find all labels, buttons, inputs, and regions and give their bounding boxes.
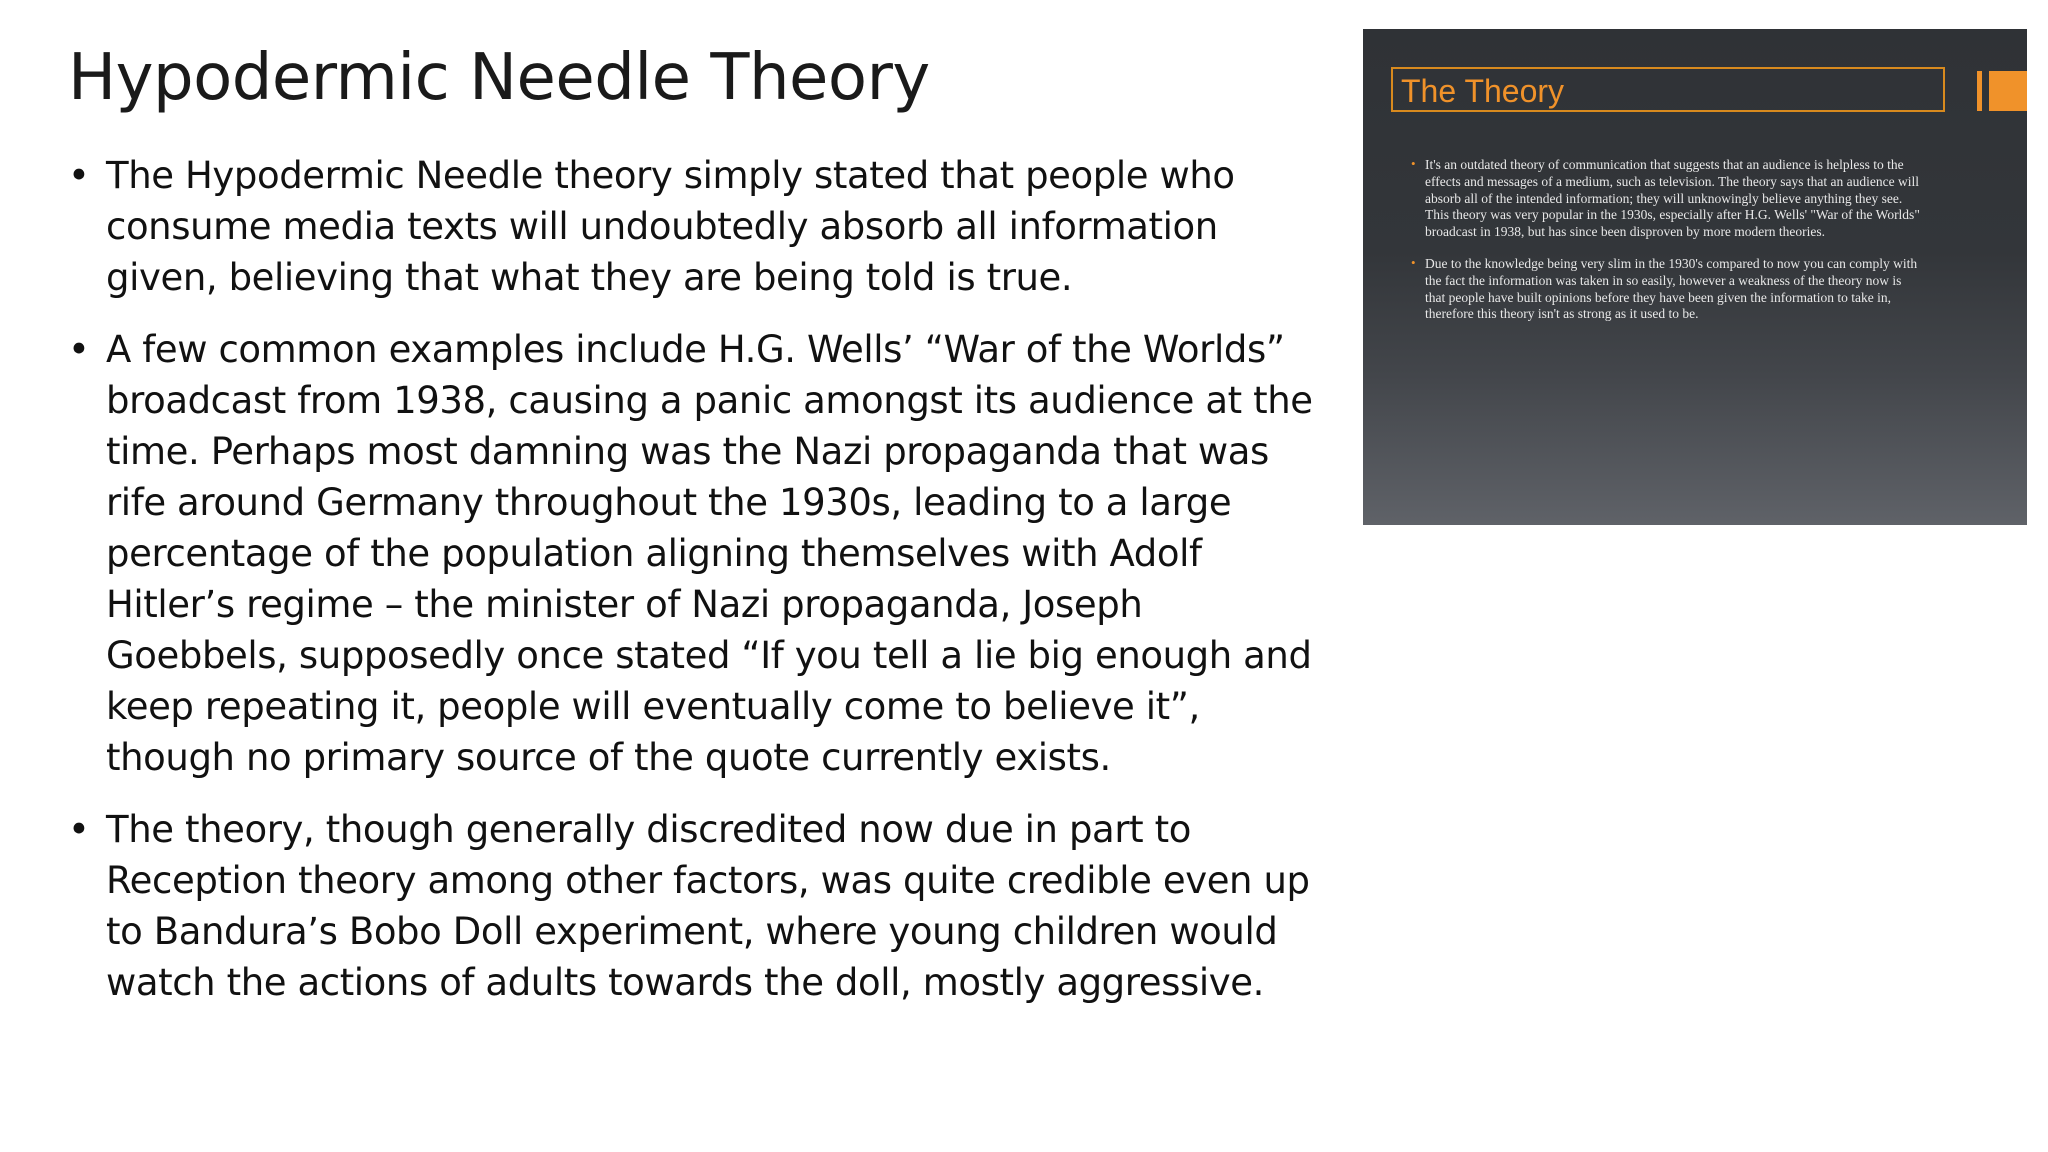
embedded-slide-title-box	[1391, 67, 1945, 112]
embedded-bullet-marker: •	[1411, 156, 1416, 171]
bullet-list	[68, 150, 1328, 1029]
embedded-slide-bullet	[1411, 157, 1921, 241]
accent-bar-line	[1977, 71, 1982, 111]
embedded-slide-image	[1363, 29, 2027, 525]
slide-title: Hypodermic Needle Theory	[68, 41, 930, 115]
embedded-slide-bullet	[1411, 256, 1921, 323]
bullet-item	[68, 324, 1328, 783]
bullet-item	[68, 804, 1328, 1008]
bullet-marker: •	[68, 808, 90, 851]
bullet-marker: •	[68, 154, 90, 197]
bullet-text: The theory, though generally discredited now due in part to Reception theory among other factors, was quite credible even up to Bandura’s Bobo Doll experiment, where young children would watch the actions of adults towards the doll, mostly aggressive.	[106, 808, 1310, 1004]
embedded-slide-title: The Theory	[1401, 73, 1565, 109]
embedded-bullet-text: Due to the knowledge being very slim in the 1930's compared to now you can comply with the fact the information was taken in so easily, however a weakness of the theory now is that people have built opinions before they have been given the information to take in, therefore this theory isn't as strong as it used to be.	[1425, 255, 1918, 322]
bullet-text: The Hypodermic Needle theory simply stated that people who consume media texts will undoubtedly absorb all information given, believing that what they are being told is true.	[106, 154, 1235, 299]
bullet-marker: •	[68, 328, 90, 371]
embedded-slide-accent	[1977, 71, 2027, 111]
bullet-text: A few common examples include H.G. Wells’ “War of the Worlds” broadcast from 1938, causing a panic amongst its audience at the time. Perhaps most damning was the Nazi propaganda that was rife around Germany throughout the 1930s, leading to a large percentage of the population aligning themselves with Adolf Hitler’s regime – the minister of Nazi propaganda, Joseph Goebbels, supposedly once stated “If you tell a lie big enough and keep repeating it, people will eventually come to believe it”, though no primary source of the quote currently exists.	[106, 328, 1313, 779]
embedded-slide-bullet-list	[1411, 157, 1921, 338]
embedded-bullet-text: It's an outdated theory of communication that suggests that an audience is helpless to the effects and messages of a medium, such as television. The theory says that an audience will absorb all of the intended information; they will unknowingly believe anything they see. This theory was very popular in the 1930s, especially after H.G. Wells' "War of the Worlds" broadcast in 1938, but has since been disproven by more modern theories.	[1425, 157, 1920, 240]
embedded-bullet-marker: •	[1411, 254, 1416, 270]
accent-bar-block	[1989, 71, 2027, 111]
bullet-item	[68, 150, 1328, 303]
